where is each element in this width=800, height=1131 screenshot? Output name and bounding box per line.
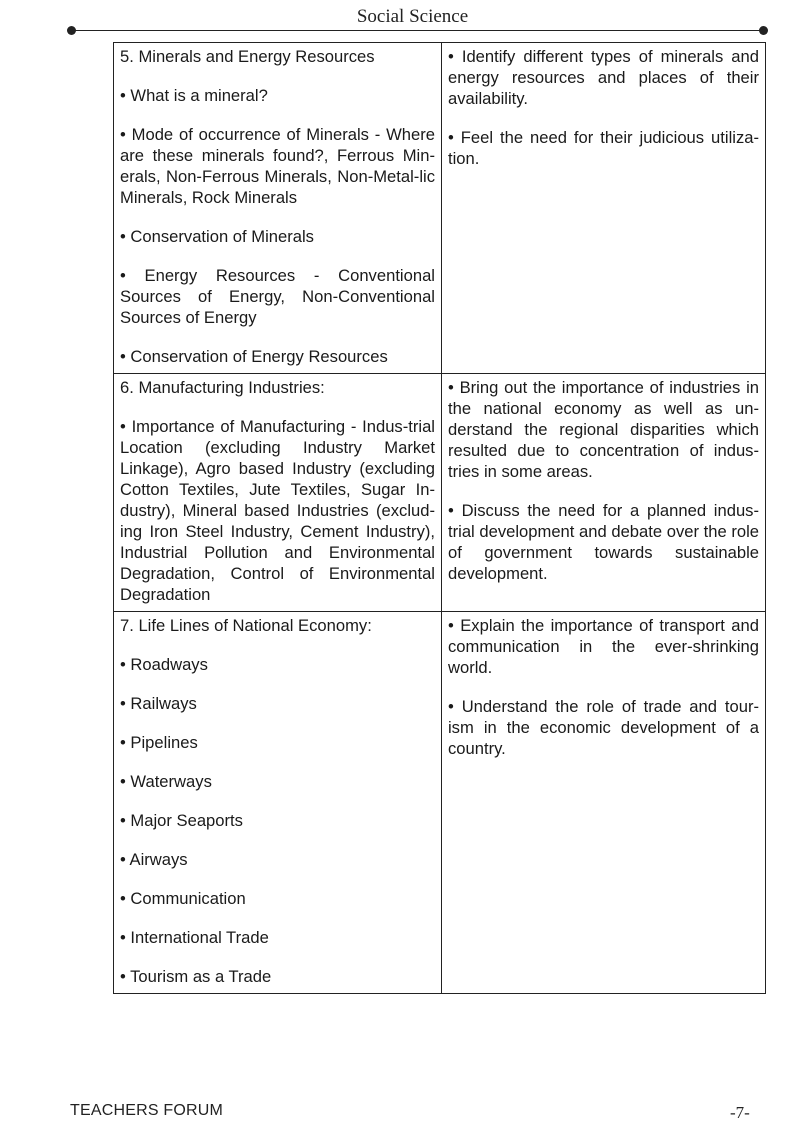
header-rule: [71, 30, 763, 31]
content-item: • Conservation of Energy Resources: [120, 347, 388, 366]
content-item: • Tourism as a Trade: [120, 967, 272, 986]
unit-title: 5. Minerals and Energy Resources: [120, 47, 375, 66]
content-item: • Conservation of Minerals: [120, 227, 314, 246]
content-cell: [114, 612, 442, 994]
header-rule-right-dot: [759, 26, 768, 35]
content-item: • Major Seaports: [120, 811, 243, 830]
syllabus-table: [113, 42, 766, 994]
content-cell: [114, 43, 442, 374]
content-item: • Waterways: [120, 772, 212, 791]
footer-page-number: -7-: [730, 1103, 750, 1122]
content-item: • Roadways: [120, 655, 208, 674]
outcome-item: • Understand the role of trade and tour-ism in the economic development of a country.: [448, 697, 759, 758]
unit-title: 6. Manufacturing Industries:: [120, 378, 325, 397]
outcome-cell: [442, 612, 766, 994]
content-item: • Energy Resources - Conventional Sources of Energy, Non-Conventional Sources of Energy: [120, 266, 435, 327]
footer-publication-name: TEACHERS FORUM: [70, 1102, 224, 1119]
unit-title: 7. Life Lines of National Economy:: [120, 616, 372, 635]
table-row: [114, 374, 766, 612]
content-item: • Mode of occurrence of Minerals - Where are these minerals found?, Ferrous Min-erals, Non-Ferrous Minerals, Non-Metal-lic Minerals, Rock Minerals: [120, 125, 435, 207]
content-item: • International Trade: [120, 928, 269, 947]
content-item: • Importance of Manufacturing - Indus-trial Location (excluding Industry Market Linkage), Agro based Industry (excluding Cotton Textiles, Jute Textiles, Sugar In-dustry), Mineral based Industries (exclud-ing Iron Steel Industry, Cement Industry), Industrial Pollution and Environmental Degradation, Control of Environmental Degradation: [120, 417, 435, 604]
outcome-cell: [442, 374, 766, 612]
content-item: • What is a mineral?: [120, 86, 268, 105]
content-item: • Pipelines: [120, 733, 198, 752]
table-row: [114, 612, 766, 994]
outcome-item: • Feel the need for their judicious utiliza-tion.: [448, 128, 759, 168]
outcome-item: • Discuss the need for a planned indus-trial development and debate over the role of government towards sustainable development.: [448, 501, 759, 583]
table-row: [114, 43, 766, 374]
outcome-item: • Identify different types of minerals and energy resources and places of their availability.: [448, 47, 759, 108]
content-cell: [114, 374, 442, 612]
outcome-cell: [442, 43, 766, 374]
outcome-item: • Bring out the importance of industries in the national economy as well as un-derstand the regional disparities which resulted due to concentration of indus-tries in some areas.: [448, 378, 759, 481]
content-item: • Airways: [120, 850, 188, 869]
outcome-item: • Explain the importance of transport and communication in the ever-shrinking world.: [448, 616, 759, 677]
page-header-title: Social Science: [356, 6, 469, 27]
content-item: • Communication: [120, 889, 246, 908]
content-item: • Railways: [120, 694, 197, 713]
